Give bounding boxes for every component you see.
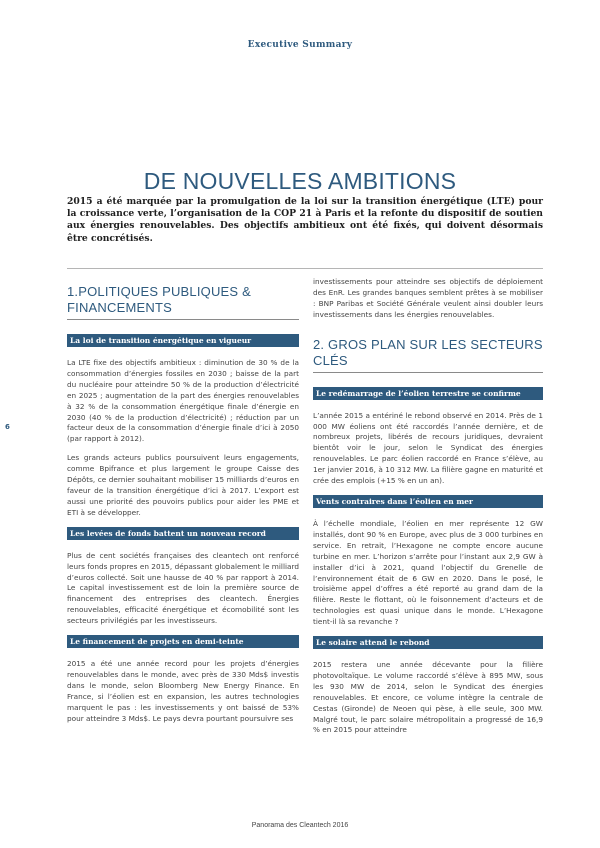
intro-paragraph: 2015 a été marquée par la promulgation de la loi sur la transition énergétique (LTE) pour la croissance verte, l’organisation de la COP 21 à Paris et la refonte du dispositif de soutien aux énergies renouvelables. Des objectifs ambitieux ont été fixés, qui doivent désormais être concrétisés.	[67, 196, 543, 244]
page-title: DE NOUVELLES AMBITIONS	[143, 168, 457, 194]
paragraph-public-actors: Les grands acteurs publics poursuivent leurs engagements, comme Bpifrance et plus largement le groupe Caisse des Dépôts, ce dernier souhaitant mobiliser 15 milliards d’euros en faveur de la transition énergétique d’ici à 2017. L’export est aussi une priorité des pouvoirs publics pour aider les PME et ETI à se développer.	[67, 453, 299, 517]
section-heading-sectors: 2. GROS PLAN SUR LES SECTEURS CLÉS	[313, 337, 543, 373]
subheading-lte: La loi de transition énergétique en vigueur	[67, 334, 299, 347]
subheading-solar: Le solaire attend le rebond	[313, 636, 543, 649]
paragraph-lte: La LTE fixe des objectifs ambitieux : diminution de 30 % de la consommation d’énergies fossiles en 2030 ; baisse de la part du nucléaire pour atteindre 50 % de la production d’électricité en 2025 ; augmentation de la part des énergies renouvelables à 32 % de la consommation énergétique finale d’énergie en 2030 (40 % de la production d’électricité) ; réduction par un facteur deux de la consommation d’énergie finale d’ici à 2050 (par rapport à 2012).	[67, 358, 299, 444]
paragraph-continued-investments: investissements pour atteindre ses objectifs de déploiement des EnR. Les grandes banques semblent prêtes à se mobiliser : BNP Paribas et Société Générale veulent ainsi doubler leurs investissements dans les énergies renouvelables.	[313, 277, 543, 319]
subheading-project-finance: Le financement de projets en demi-teinte	[67, 635, 299, 648]
paragraph-offshore-wind: À l’échelle mondiale, l’éolien en mer représente 12 GW installés, dont 90 % en Europe, avec plus de 3 000 turbines en service. En retrait, l’Hexagone ne compte encore aucune turbine en mer. L’horizon s’arrête pour l’instant aux 2,9 GW à installer d’ici à 2021, quand l’objectif du Grenelle de l’environnement était de 6 GW en 2020. Dans le posé, le troisième appel d’offres a été reporté au grand dam de la filière. Reste le flottant, où le foisonnement d’acteurs et de technologies est quasi unique dans le monde. L’Hexagone tient-il là sa revanche ?	[313, 518, 543, 627]
section-header: Executive Summary	[247, 40, 353, 50]
paragraph-project-finance: 2015 a été une année record pour les projets d’énergies renouvelables dans le monde, avec près de 330 Mds$ investis dans le monde, selon Bloomberg New Energy Finance. En France, si l’éolien est en expansion, les autres technologies marquent le pas : les investissements y ont baissé de 53% pour atteindre 3 Mds$. Le pays devra pourtant poursuivre ses	[67, 659, 299, 723]
subheading-fundraising: Les levées de fonds battent un nouveau record	[67, 527, 299, 540]
subheading-offshore-wind: Vents contraires dans l’éolien en mer	[313, 495, 543, 508]
paragraph-solar: 2015 restera une année décevante pour la filière photovoltaïque. Le volume raccordé s’élève à 895 MW, sous les 930 MW de 2014, selon le Syndicat des énergies renouvelables. Et encore, ce volume intègre la centrale de Cestas (Gironde) de Neoen qui pèse, à elle seule, 300 MW. Malgré tout, le parc solaire métropolitain a progressé de 16,9 % en 2015 pour atteindre	[313, 660, 543, 735]
page-footer: Panorama des Cleantech 2016	[251, 822, 349, 829]
page-number: 6	[5, 423, 10, 431]
right-column	[313, 277, 543, 744]
paragraph-fundraising: Plus de cent sociétés françaises des cleantech ont renforcé leurs fonds propres en 2015, dépassant globalement le milliard d’euros collecté. Soit une hausse de 40 % par rapport à 2014. Le capital investissement est de loin la première source de financement des entreprises des cleantech. Énergies renouvelables, efficacité énergétique et écomobilité sont les secteurs privilégiés par les investisseurs.	[67, 550, 299, 626]
section-heading-policies: 1.POLITIQUES PUBLIQUES & FINANCEMENTS	[67, 284, 299, 320]
left-column	[67, 284, 299, 732]
paragraph-onshore-wind: L’année 2015 a entériné le rebond observé en 2014. Près de 1 000 MW éoliens ont été raccordés l’année dernière, et de nombreux projets, libérés de recours juridiques, devraient bientôt voir le jour, selon le Syndicat des énergies renouvelables. Le parc éolien raccordé en France s’élève, au 1er janvier 2016, à 10 312 MW. La filière gagne en maturité et crée des emplois (+15 % en un an).	[313, 410, 543, 486]
intro-divider	[67, 268, 543, 269]
subheading-onshore-wind: Le redémarrage de l’éolien terrestre se confirme	[313, 387, 543, 400]
